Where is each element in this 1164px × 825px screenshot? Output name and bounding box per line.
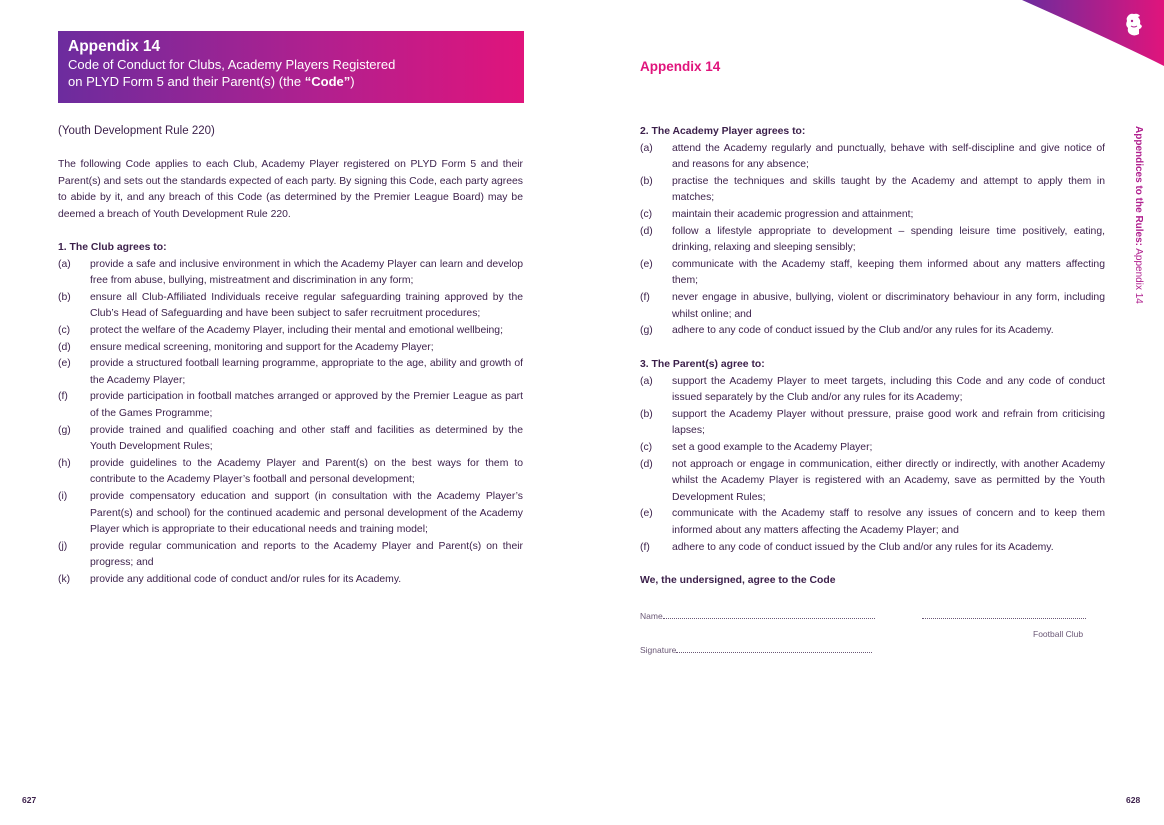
club-section-heading: 1. The Club agrees to:: [58, 242, 167, 253]
club-item: [58, 572, 523, 589]
side-tab-bold: Appendices to the Rules:: [1133, 126, 1144, 247]
player-item: [640, 290, 1105, 323]
item-label: (a): [640, 375, 653, 387]
item-text: provide guidelines to the Academy Player and Parent(s) on the best ways for them to contribute to the Academy Player’s football and personal development;: [90, 457, 523, 486]
signature-label: Signature: [640, 645, 677, 655]
item-text: practise the techniques and skills taught by the Academy and attempt to apply them in matches;: [672, 175, 1105, 204]
item-text: provide a structured football learning programme, appropriate to the age, ability and growth of the Academy Player;: [90, 358, 523, 386]
banner-code-term: “Code”: [304, 74, 351, 89]
item-text: provide trained and qualified coaching and other staff and facilities as determined by the Youth Development Rules;: [90, 424, 523, 453]
parent-item: [640, 440, 1105, 457]
club-line[interactable]: [922, 610, 1086, 619]
appendix-banner: [58, 31, 524, 103]
item-text: provide participation in football matches arranged or approved by the Premier League as part of the Games Programme;: [90, 391, 523, 419]
club-items-list: [58, 257, 523, 589]
item-label: (b): [640, 408, 653, 420]
banner-subtitle-line1: Code of Conduct for Clubs, Academy Players Registered: [68, 57, 396, 72]
item-text: support the Academy Player without pressure, praise good work and refrain from criticising lapses;: [672, 408, 1105, 437]
banner-subtitle: [68, 56, 514, 90]
item-text: provide compensatory education and support (in consultation with the Academy Player’s Parent(s) and school) for the continued academic and personal development of the Academy Player which is appropriate to their educational needs and training model;: [90, 490, 523, 536]
item-text: provide any additional code of conduct and/or rules for its Academy.: [90, 573, 402, 585]
item-label: (c): [640, 441, 653, 453]
rule-reference: (Youth Development Rule 220): [58, 125, 215, 137]
item-label: (b): [58, 291, 71, 303]
player-section-heading: 2. The Academy Player agrees to:: [640, 126, 806, 137]
name-line[interactable]: [663, 610, 875, 619]
name-label: Name: [640, 611, 663, 621]
club-item: [58, 356, 523, 389]
item-label: (d): [640, 458, 653, 470]
item-text: provide regular communication and reports to the Academy Player and Parent(s) on their progress; and: [90, 540, 523, 569]
parent-item: [640, 374, 1105, 407]
undersigned-heading: We, the undersigned, agree to the Code: [640, 575, 836, 586]
item-text: ensure all Club-Affiliated Individuals receive regular safeguarding training approved by the Club’s Head of Safeguarding and have been subject to safer recruitment procedures;: [90, 291, 523, 320]
item-label: (c): [640, 208, 653, 220]
item-label: (g): [58, 424, 71, 436]
item-text: not approach or engage in communication, either directly or indirectly, with another Academy whilst the Academy Player is registered with an Academy, save as permitted by the Youth Development Rules;: [672, 458, 1105, 503]
right-page: [582, 0, 1164, 825]
parent-item: [640, 407, 1105, 440]
player-item: [640, 257, 1105, 290]
player-item: [640, 323, 1105, 340]
page-number-left: 627: [22, 795, 37, 805]
item-text: adhere to any code of conduct issued by the Club and/or any rules for its Academy.: [672, 541, 1054, 553]
intro-paragraph: The following Code applies to each Club, Academy Player registered on PLYD Form 5 and their Parent(s) and sets out the standards expected of each party. By signing this Code, each party agrees to abide by it, and any breach of this Code (as determined by the Premier League Board) may be deemed a breach of Youth Development Rule 220.: [58, 159, 523, 220]
item-text: ensure medical screening, monitoring and support for the Academy Player;: [90, 341, 434, 353]
parent-item: [640, 457, 1105, 507]
item-text: communicate with the Academy staff to resolve any issues of concern and to keep them informed about any matters affecting the Academy Player; and: [672, 508, 1105, 536]
banner-subtitle-close: ): [350, 74, 355, 89]
item-text: adhere to any code of conduct issued by the Club and/or any rules for its Academy.: [672, 325, 1054, 337]
club-item: [58, 539, 523, 572]
item-label: (e): [58, 358, 71, 370]
parent-section: [640, 357, 1105, 556]
football-club-label: Football Club: [1033, 629, 1084, 639]
banner-title: Appendix 14: [68, 38, 161, 55]
item-label: (g): [640, 325, 653, 337]
item-text: protect the welfare of the Academy Player, including their mental and emotional wellbeing;: [90, 324, 503, 336]
item-label: (a): [58, 258, 71, 270]
name-field[interactable]: [640, 610, 875, 621]
player-item: [640, 224, 1105, 257]
item-label: (f): [640, 291, 650, 303]
item-label: (h): [58, 457, 71, 469]
club-field[interactable]: [922, 610, 1086, 621]
item-text: set a good example to the Academy Player;: [672, 441, 873, 453]
item-label: (i): [58, 490, 68, 502]
parent-section-heading: 3. The Parent(s) agree to:: [640, 359, 765, 370]
item-label: (f): [640, 541, 650, 553]
club-item: [58, 389, 523, 422]
player-item: [640, 207, 1105, 224]
player-items-list: [640, 141, 1105, 340]
side-section-tab: [1124, 126, 1144, 346]
club-item: [58, 323, 523, 340]
club-section: [58, 240, 523, 588]
item-label: (c): [58, 324, 71, 336]
item-label: (b): [640, 175, 653, 187]
club-item: [58, 489, 523, 539]
club-item: [58, 456, 523, 489]
item-text: follow a lifestyle appropriate to development – spending leisure time positively, eating, drinking, relaxing and sleeping sensibly;: [672, 225, 1105, 254]
parent-item: [640, 540, 1105, 557]
item-label: (f): [58, 391, 68, 403]
signature-field[interactable]: [640, 644, 872, 655]
club-item: [58, 340, 523, 357]
club-item: [58, 257, 523, 290]
item-label: (j): [58, 540, 68, 552]
player-item: [640, 141, 1105, 174]
banner-subtitle-line2: on PLYD Form 5 and their Parent(s) (the: [68, 74, 305, 89]
item-text: never engage in abusive, bullying, violent or discriminatory behaviour in any form, including whilst online; and: [672, 291, 1105, 320]
parent-item: [640, 506, 1105, 539]
signature-line[interactable]: [676, 644, 872, 653]
page-number-right: 628: [1126, 795, 1141, 805]
side-tab-regular: Appendix 14: [1133, 246, 1144, 304]
player-item: [640, 174, 1105, 207]
item-text: support the Academy Player to meet targets, including this Code and any code of conduct issued separately by the Club and/or any rules for its Academy;: [672, 375, 1105, 404]
item-text: communicate with the Academy staff, keeping them informed about any matters affecting them;: [672, 258, 1105, 287]
item-text: attend the Academy regularly and punctually, behave with self-discipline and give notice of and reasons for any absence;: [672, 142, 1105, 171]
lion-logo-icon: [1122, 12, 1146, 38]
item-label: (e): [640, 258, 653, 270]
item-label: (e): [640, 508, 653, 520]
player-section: [640, 124, 1105, 340]
item-label: (d): [58, 341, 71, 353]
item-label: (a): [640, 142, 653, 154]
item-text: provide a safe and inclusive environment in which the Academy Player can learn and develop free from abuse, bullying, mistreatment and discrimination in any form;: [90, 258, 523, 287]
item-text: maintain their academic progression and attainment;: [672, 208, 914, 220]
parent-items-list: [640, 374, 1105, 557]
item-label: (k): [58, 573, 71, 585]
right-page-title: Appendix 14: [640, 59, 721, 74]
club-item: [58, 423, 523, 456]
club-item: [58, 290, 523, 323]
item-label: (d): [640, 225, 653, 237]
